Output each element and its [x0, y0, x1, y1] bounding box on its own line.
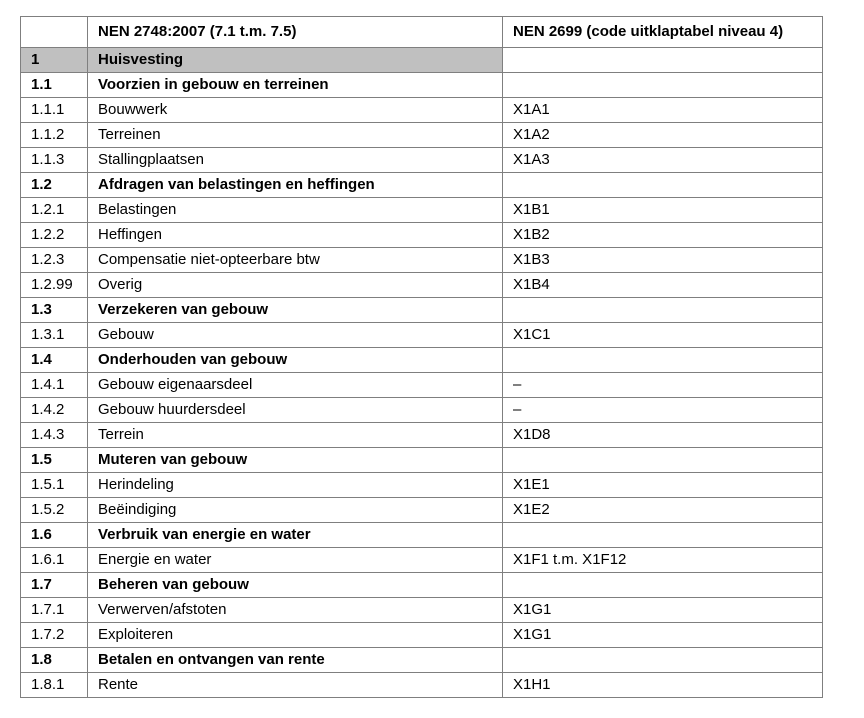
section-row	[21, 448, 823, 473]
table-row	[21, 98, 823, 123]
row-label-cell: Onderhouden van gebouw	[88, 348, 503, 373]
row-label-cell: Heffingen	[88, 223, 503, 248]
table-row	[21, 548, 823, 573]
row-number-cell: 1.2.3	[21, 248, 88, 273]
row-code-cell: X1D8	[503, 423, 823, 448]
table-row	[21, 148, 823, 173]
table-row	[21, 198, 823, 223]
table-row	[21, 423, 823, 448]
row-label-cell: Muteren van gebouw	[88, 448, 503, 473]
row-code-cell: X1H1	[503, 673, 823, 698]
table-body	[21, 17, 823, 698]
row-number-cell: 1.5.1	[21, 473, 88, 498]
row-code-cell: X1B4	[503, 273, 823, 298]
row-label-cell: Beëindiging	[88, 498, 503, 523]
row-label-cell: Exploiteren	[88, 623, 503, 648]
table-row	[21, 273, 823, 298]
row-number-cell: 1.7.2	[21, 623, 88, 648]
section-row	[21, 348, 823, 373]
row-number-cell: 1.2	[21, 173, 88, 198]
table-row	[21, 498, 823, 523]
row-code-cell: X1B1	[503, 198, 823, 223]
row-number-cell: 1.8	[21, 648, 88, 673]
row-code-cell: X1C1	[503, 323, 823, 348]
row-number-cell: 1.7	[21, 573, 88, 598]
row-number-cell: 1.2.2	[21, 223, 88, 248]
row-code-cell: X1A3	[503, 148, 823, 173]
row-label-cell: Verwerven/afstoten	[88, 598, 503, 623]
row-label-cell: Herindeling	[88, 473, 503, 498]
table-row	[21, 398, 823, 423]
table-row	[21, 223, 823, 248]
row-label-cell: Huisvesting	[88, 48, 503, 73]
row-number-cell: 1.6	[21, 523, 88, 548]
row-code-cell: –	[503, 398, 823, 423]
section-row	[21, 173, 823, 198]
row-number-cell: 1	[21, 48, 88, 73]
table-row	[21, 123, 823, 148]
row-number-cell: 1.8.1	[21, 673, 88, 698]
row-code-cell	[503, 448, 823, 473]
section-row	[21, 298, 823, 323]
row-label-cell: Betalen en ontvangen van rente	[88, 648, 503, 673]
table-row	[21, 248, 823, 273]
row-label-cell: Belastingen	[88, 198, 503, 223]
section-row	[21, 573, 823, 598]
row-code-cell: X1F1 t.m. X1F12	[503, 548, 823, 573]
row-code-cell: X1E1	[503, 473, 823, 498]
header-nen2748-cell: NEN 2748:2007 (7.1 t.m. 7.5)	[88, 17, 503, 48]
section-row	[21, 73, 823, 98]
row-code-cell	[503, 348, 823, 373]
row-code-cell	[503, 73, 823, 98]
row-number-cell: 1.4.1	[21, 373, 88, 398]
row-number-cell: 1.4	[21, 348, 88, 373]
table-row	[21, 598, 823, 623]
row-code-cell	[503, 523, 823, 548]
row-number-cell: 1.1	[21, 73, 88, 98]
section-row	[21, 48, 823, 73]
row-label-cell: Beheren van gebouw	[88, 573, 503, 598]
row-code-cell: –	[503, 373, 823, 398]
row-code-cell: X1G1	[503, 623, 823, 648]
table-row	[21, 473, 823, 498]
table-row	[21, 373, 823, 398]
table-header-row	[21, 17, 823, 48]
header-number-cell	[21, 17, 88, 48]
row-number-cell: 1.2.1	[21, 198, 88, 223]
mapping-table	[20, 16, 823, 698]
row-number-cell: 1.5	[21, 448, 88, 473]
section-row	[21, 648, 823, 673]
row-number-cell: 1.4.2	[21, 398, 88, 423]
row-label-cell: Voorzien in gebouw en terreinen	[88, 73, 503, 98]
row-number-cell: 1.6.1	[21, 548, 88, 573]
row-number-cell: 1.1.3	[21, 148, 88, 173]
row-number-cell: 1.4.3	[21, 423, 88, 448]
row-code-cell: X1B2	[503, 223, 823, 248]
row-label-cell: Compensatie niet-opteerbare btw	[88, 248, 503, 273]
row-code-cell: X1A2	[503, 123, 823, 148]
row-code-cell	[503, 173, 823, 198]
header-nen2699-cell: NEN 2699 (code uitklaptabel niveau 4)	[503, 17, 823, 48]
row-label-cell: Gebouw	[88, 323, 503, 348]
row-label-cell: Terreinen	[88, 123, 503, 148]
row-label-cell: Afdragen van belastingen en heffingen	[88, 173, 503, 198]
row-label-cell: Rente	[88, 673, 503, 698]
row-label-cell: Verzekeren van gebouw	[88, 298, 503, 323]
row-code-cell	[503, 573, 823, 598]
row-label-cell: Terrein	[88, 423, 503, 448]
row-code-cell	[503, 48, 823, 73]
row-label-cell: Overig	[88, 273, 503, 298]
row-code-cell	[503, 298, 823, 323]
row-code-cell: X1G1	[503, 598, 823, 623]
row-label-cell: Bouwwerk	[88, 98, 503, 123]
section-row	[21, 523, 823, 548]
row-number-cell: 1.5.2	[21, 498, 88, 523]
row-number-cell: 1.2.99	[21, 273, 88, 298]
row-number-cell: 1.7.1	[21, 598, 88, 623]
table-row	[21, 673, 823, 698]
row-label-cell: Energie en water	[88, 548, 503, 573]
row-code-cell	[503, 648, 823, 673]
row-label-cell: Stallingplaatsen	[88, 148, 503, 173]
row-number-cell: 1.3.1	[21, 323, 88, 348]
table-row	[21, 623, 823, 648]
table-row	[21, 323, 823, 348]
row-code-cell: X1E2	[503, 498, 823, 523]
row-number-cell: 1.1.1	[21, 98, 88, 123]
row-number-cell: 1.1.2	[21, 123, 88, 148]
row-number-cell: 1.3	[21, 298, 88, 323]
row-label-cell: Gebouw eigenaarsdeel	[88, 373, 503, 398]
row-label-cell: Verbruik van energie en water	[88, 523, 503, 548]
row-code-cell: X1A1	[503, 98, 823, 123]
row-label-cell: Gebouw huurdersdeel	[88, 398, 503, 423]
row-code-cell: X1B3	[503, 248, 823, 273]
